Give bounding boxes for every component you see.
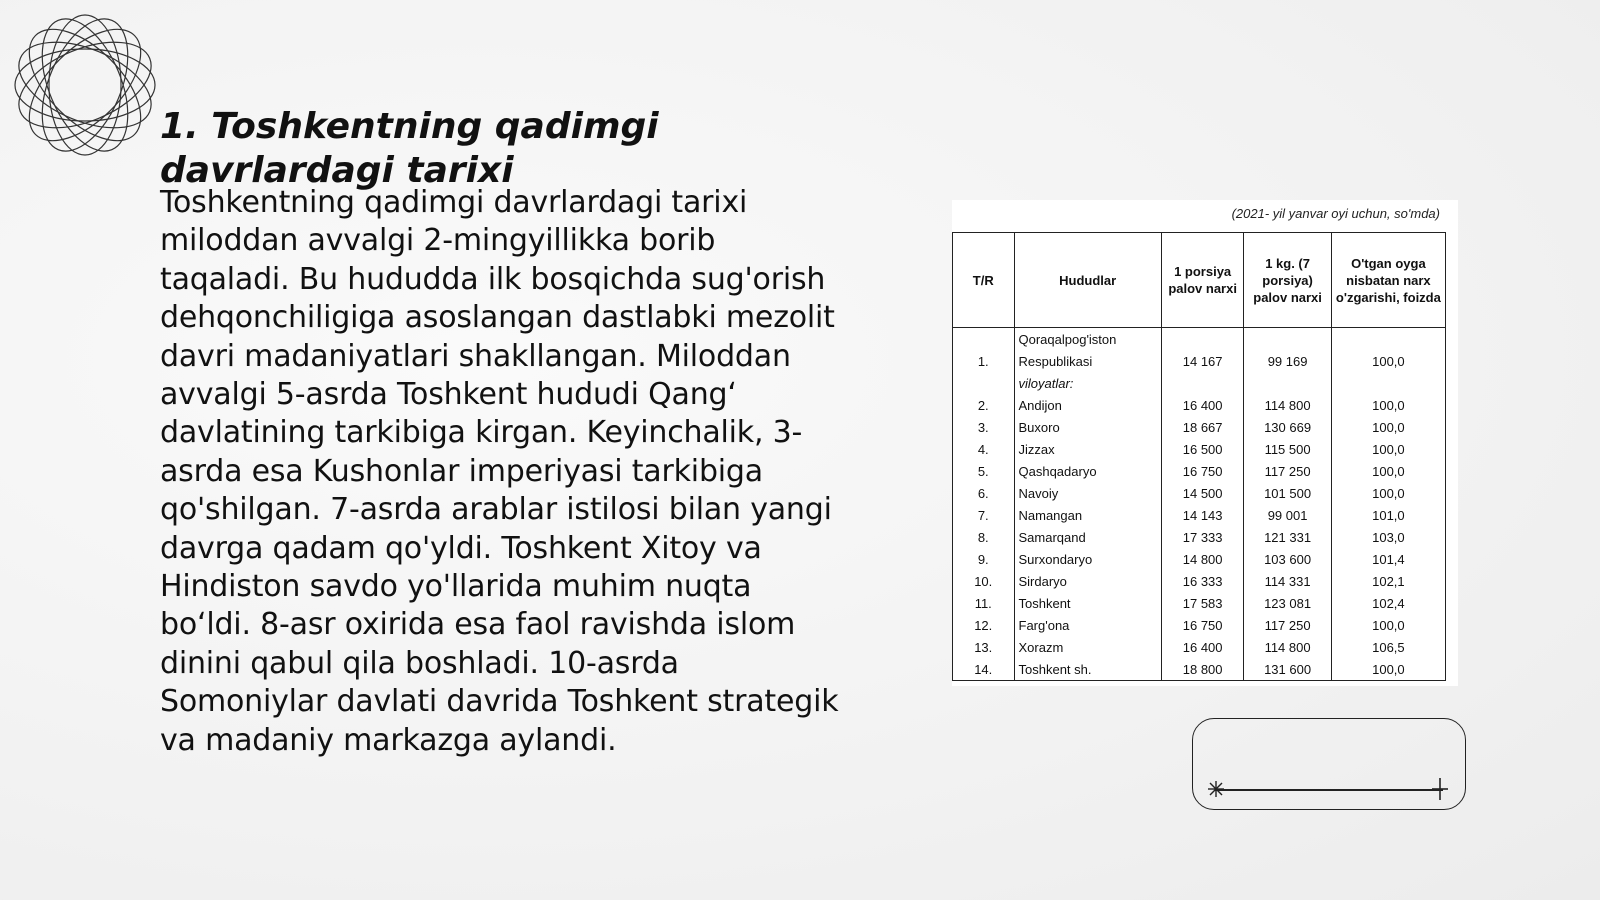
table-row	[953, 328, 1446, 351]
table-subheader-row	[953, 372, 1446, 394]
cell-change: 100,0	[1331, 614, 1445, 636]
header-no: T/R	[953, 233, 1015, 328]
cell-kg-price: 130 669	[1244, 416, 1331, 438]
rosette-petal	[10, 25, 160, 145]
cell-kg-price: 121 331	[1244, 526, 1331, 548]
cell-kg-price: 131 600	[1244, 658, 1331, 681]
cell-portion-price: 18 667	[1161, 416, 1244, 438]
cell-portion-price: 14 500	[1161, 482, 1244, 504]
cell-no: 9.	[953, 548, 1015, 570]
table-caption: (2021- yil yanvar oyi uchun, so'mda)	[1231, 206, 1440, 221]
cell-kg-price: 99 169	[1244, 350, 1331, 372]
cell-portion-price: 16 400	[1161, 636, 1244, 658]
rosette-petal	[15, 49, 155, 121]
table-row	[953, 636, 1446, 658]
table-row	[953, 548, 1446, 570]
cell-kg-price: 114 331	[1244, 570, 1331, 592]
cell-kg-price: 99 001	[1244, 504, 1331, 526]
cell-portion-price: 17 333	[1161, 526, 1244, 548]
cell-no: 13.	[953, 636, 1015, 658]
cell-change: 106,5	[1331, 636, 1445, 658]
cell-region: Navoiy	[1014, 482, 1161, 504]
subheader-label: viloyatlar:	[1014, 372, 1161, 394]
cell-change: 102,4	[1331, 592, 1445, 614]
cell-region: Namangan	[1014, 504, 1161, 526]
cell-kg-price: 114 800	[1244, 394, 1331, 416]
cell-change: 100,0	[1331, 350, 1445, 372]
cell-change: 100,0	[1331, 416, 1445, 438]
slider-widget[interactable]	[1192, 718, 1466, 810]
cell-portion-price: 14 167	[1161, 350, 1244, 372]
table-row	[953, 504, 1446, 526]
cell-no: 14.	[953, 658, 1015, 681]
cell-region: Surxondaryo	[1014, 548, 1161, 570]
table-row	[953, 658, 1446, 681]
cell-kg-price: 114 800	[1244, 636, 1331, 658]
price-table	[952, 232, 1446, 681]
cell-no: 3.	[953, 416, 1015, 438]
cell-kg-price: 117 250	[1244, 614, 1331, 636]
cell-region: Buxoro	[1014, 416, 1161, 438]
table-row	[953, 592, 1446, 614]
cell-region: Qashqadaryo	[1014, 460, 1161, 482]
cell-portion-price: 16 400	[1161, 394, 1244, 416]
slider-track[interactable]	[1215, 789, 1443, 791]
cell-no: 4.	[953, 438, 1015, 460]
cell-region: Sirdaryo	[1014, 570, 1161, 592]
rosette-petal	[10, 10, 160, 160]
rosette-petal	[49, 15, 121, 155]
table-row	[953, 350, 1446, 372]
cell-kg-price: 101 500	[1244, 482, 1331, 504]
cell-region: Toshkent	[1014, 592, 1161, 614]
cell-kg-price: 103 600	[1244, 548, 1331, 570]
table-row	[953, 460, 1446, 482]
table-row	[953, 526, 1446, 548]
cell-no: 6.	[953, 482, 1015, 504]
cell-change: 100,0	[1331, 658, 1445, 681]
header-portion-price: 1 porsiya palov narxi	[1161, 233, 1244, 328]
cell-portion-price: 16 500	[1161, 438, 1244, 460]
cell-no: 2.	[953, 394, 1015, 416]
cell-change: 100,0	[1331, 394, 1445, 416]
cell-portion-price: 17 583	[1161, 592, 1244, 614]
cell-region: Respublikasi	[1014, 350, 1161, 372]
rosette-petal	[25, 10, 145, 160]
header-change: O'tgan oyga nisbatan narx o'zgarishi, foizda	[1331, 233, 1445, 328]
cell-portion-price: 18 800	[1161, 658, 1244, 681]
cell-no: 11.	[953, 592, 1015, 614]
cell-change: 100,0	[1331, 460, 1445, 482]
table-row	[953, 614, 1446, 636]
table-header-row	[953, 233, 1446, 328]
cell-kg-price: 123 081	[1244, 592, 1331, 614]
cell-portion-price: 14 800	[1161, 548, 1244, 570]
cell-no: 8.	[953, 526, 1015, 548]
cell-change: 100,0	[1331, 438, 1445, 460]
cell-change: 100,0	[1331, 482, 1445, 504]
cell-portion-price: 14 143	[1161, 504, 1244, 526]
header-region: Hududlar	[1014, 233, 1161, 328]
cell-no	[953, 328, 1015, 351]
cell-change: 102,1	[1331, 570, 1445, 592]
cell-change: 103,0	[1331, 526, 1445, 548]
cell-no: 10.	[953, 570, 1015, 592]
cell-kg-price: 115 500	[1244, 438, 1331, 460]
rosette-petal	[10, 10, 160, 160]
cell-region: Toshkent sh.	[1014, 658, 1161, 681]
rosette-petal	[10, 25, 160, 145]
cell-region: Qoraqalpog'iston	[1014, 328, 1161, 351]
cell-change: 101,0	[1331, 504, 1445, 526]
table-row	[953, 570, 1446, 592]
cell-portion-price: 16 333	[1161, 570, 1244, 592]
table-row	[953, 394, 1446, 416]
cell-no: 5.	[953, 460, 1015, 482]
cell-change: 101,4	[1331, 548, 1445, 570]
cell-no: 7.	[953, 504, 1015, 526]
cell-region: Xorazm	[1014, 636, 1161, 658]
cell-no: 1.	[953, 350, 1015, 372]
plus-icon[interactable]	[1429, 777, 1451, 801]
cell-region: Andijon	[1014, 394, 1161, 416]
body-paragraph: Toshkentning qadimgi davrlardagi tarixi miloddan avvalgi 2-mingyillikka borib taqaladi. Bu hududda ilk bosqichda sug'orish dehqonchiligiga asoslangan dastlabki mezolit davri madaniyatlari shakllangan. Miloddan avvalgi 5-asrda Toshkent hududi Qangʻ davlatining tarkibiga kirgan. Keyinchalik, 3-asrda esa Kushonlar imperiyasi tarkibiga qo'shilgan. 7-asrda arablar istilosi bilan yangi davrga qadam qo'yldi. Toshkent Xitoy va Hindiston savdo yo'llarida muhim nuqta boʻldi. 8-asr oxirida esa faol ravishda islom dinini qabul qila boshladi. 10-asrda Somoniylar davlati davrida Toshkent strategik va madaniy markazga aylandi.	[160, 185, 839, 758]
table-row	[953, 416, 1446, 438]
rosette-icon	[10, 10, 160, 160]
table-row	[953, 438, 1446, 460]
rosette-petal	[25, 10, 145, 160]
page-title: 1. Toshkentning qadimgi davrlardagi tarixi	[160, 106, 659, 191]
cell-region: Jizzax	[1014, 438, 1161, 460]
cell-region: Farg'ona	[1014, 614, 1161, 636]
header-kg-price: 1 kg. (7 porsiya) palov narxi	[1244, 233, 1331, 328]
table-row	[953, 482, 1446, 504]
cell-no: 12.	[953, 614, 1015, 636]
cell-portion-price: 16 750	[1161, 460, 1244, 482]
price-table-card	[952, 200, 1458, 686]
cell-portion-price: 16 750	[1161, 614, 1244, 636]
cell-region: Samarqand	[1014, 526, 1161, 548]
cell-kg-price: 117 250	[1244, 460, 1331, 482]
